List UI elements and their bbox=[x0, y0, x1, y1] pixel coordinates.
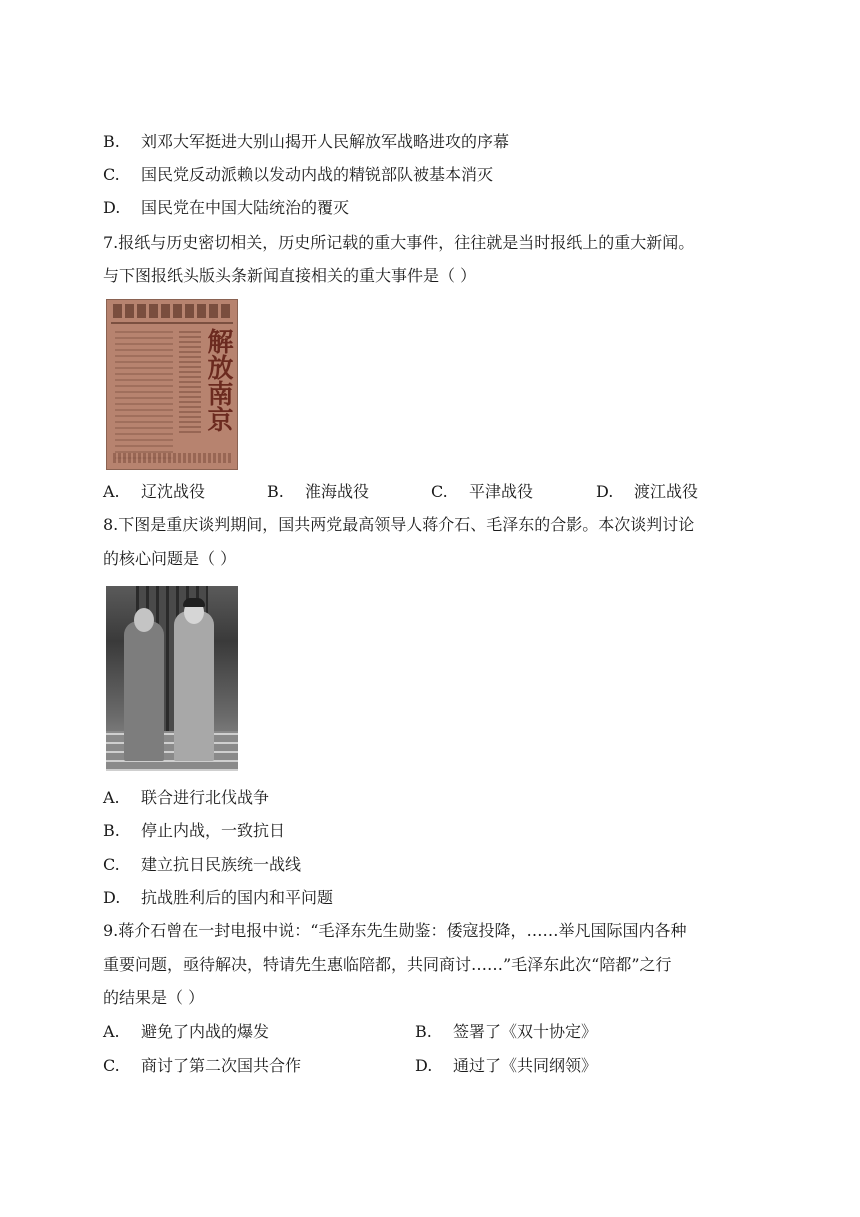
option-letter: D. bbox=[103, 198, 121, 217]
option-text: 淮海战役 bbox=[305, 482, 370, 501]
option-text: 联合进行北伐战争 bbox=[141, 788, 270, 807]
option-text: 平津战役 bbox=[469, 482, 534, 501]
option-letter: B. bbox=[103, 821, 120, 840]
chongqing-negotiation-photo bbox=[106, 586, 238, 771]
q9-options-row1 bbox=[0, 1022, 860, 1042]
newspaper-body-text bbox=[115, 330, 173, 459]
q7-stem-line2: 与下图报纸头版头条新闻直接相关的重大事件是（ ） bbox=[103, 266, 477, 285]
option-letter: C. bbox=[103, 1056, 120, 1075]
newspaper-masthead bbox=[113, 304, 231, 318]
q9-option-c bbox=[103, 1056, 301, 1076]
option-letter: B. bbox=[415, 1022, 432, 1041]
option-text: 建立抗日民族统一战线 bbox=[141, 855, 302, 874]
q6-option-d bbox=[103, 198, 349, 218]
option-text: 停止内战，一致抗日 bbox=[141, 821, 286, 840]
q7-option-d bbox=[596, 482, 698, 502]
option-letter: A. bbox=[103, 482, 120, 501]
q9-option-a bbox=[103, 1022, 269, 1042]
option-text: 国民党反动派赖以发动内战的精锐部队被基本消灭 bbox=[141, 165, 494, 184]
newspaper-rule bbox=[111, 322, 233, 324]
option-letter: C. bbox=[103, 855, 120, 874]
option-letter: D. bbox=[596, 482, 614, 501]
option-text: 辽沈战役 bbox=[141, 482, 206, 501]
option-letter: D. bbox=[415, 1056, 433, 1075]
option-text: 渡江战役 bbox=[634, 482, 699, 501]
photo-head-left bbox=[134, 608, 154, 632]
option-text: 签署了《双十协定》 bbox=[453, 1022, 598, 1041]
q8-stem-line1: 8.下图是重庆谈判期间，国共两党最高领导人蒋介石、毛泽东的合影。本次谈判讨论 bbox=[103, 515, 695, 534]
option-text: 商讨了第二次国共合作 bbox=[141, 1056, 302, 1075]
q9-stem-line2: 重要问题，亟待解决，特请先生惠临陪都，共同商讨……”毛泽东此次“陪都”之行 bbox=[103, 955, 672, 974]
option-letter: C. bbox=[103, 165, 120, 184]
q7-option-a bbox=[103, 482, 205, 502]
q9-stem-line3: 的结果是（ ） bbox=[103, 988, 205, 1007]
option-text: 国民党在中国大陆统治的覆灭 bbox=[141, 198, 350, 217]
option-letter: B. bbox=[103, 132, 120, 151]
option-text: 抗战胜利后的国内和平问题 bbox=[141, 888, 334, 907]
q9-options-row2 bbox=[0, 1056, 860, 1076]
option-text: 避免了内战的爆发 bbox=[141, 1022, 270, 1041]
q6-option-c bbox=[103, 165, 493, 185]
q8-option-b bbox=[103, 821, 285, 841]
option-letter: B. bbox=[267, 482, 284, 501]
option-text: 通过了《共同纲领》 bbox=[453, 1056, 598, 1075]
q8-option-c bbox=[103, 855, 301, 875]
q9-option-d bbox=[415, 1056, 597, 1076]
q9-stem-line1: 9.蒋介石曾在一封电报中说：“毛泽东先生勋鉴：倭寇投降，……举凡国际国内各种 bbox=[103, 921, 687, 940]
q7-stem-line1: 7.报纸与历史密切相关，历史所记载的重大事件，往往就是当时报纸上的重大新闻。 bbox=[103, 233, 695, 252]
newspaper-footer bbox=[113, 453, 231, 463]
photo-person-right bbox=[174, 611, 214, 761]
option-letter: A. bbox=[103, 788, 120, 807]
q8-option-a bbox=[103, 788, 269, 808]
q9-option-b bbox=[415, 1022, 597, 1042]
option-letter: C. bbox=[431, 482, 448, 501]
newspaper-headline: 解放南京 bbox=[203, 328, 233, 432]
option-letter: D. bbox=[103, 888, 121, 907]
option-text: 刘邓大军挺进大别山揭开人民解放军战略进攻的序幕 bbox=[141, 132, 510, 151]
option-letter: A. bbox=[103, 1022, 120, 1041]
q8-stem-line2: 的核心问题是（ ） bbox=[103, 549, 237, 568]
q7-option-c bbox=[431, 482, 533, 502]
newspaper-image bbox=[106, 299, 238, 470]
photo-hair-right bbox=[183, 598, 205, 607]
photo-person-left bbox=[124, 621, 164, 761]
q7-option-b bbox=[267, 482, 369, 502]
q6-option-b bbox=[103, 132, 509, 152]
q8-option-d bbox=[103, 888, 333, 908]
q7-options-row bbox=[0, 482, 860, 502]
